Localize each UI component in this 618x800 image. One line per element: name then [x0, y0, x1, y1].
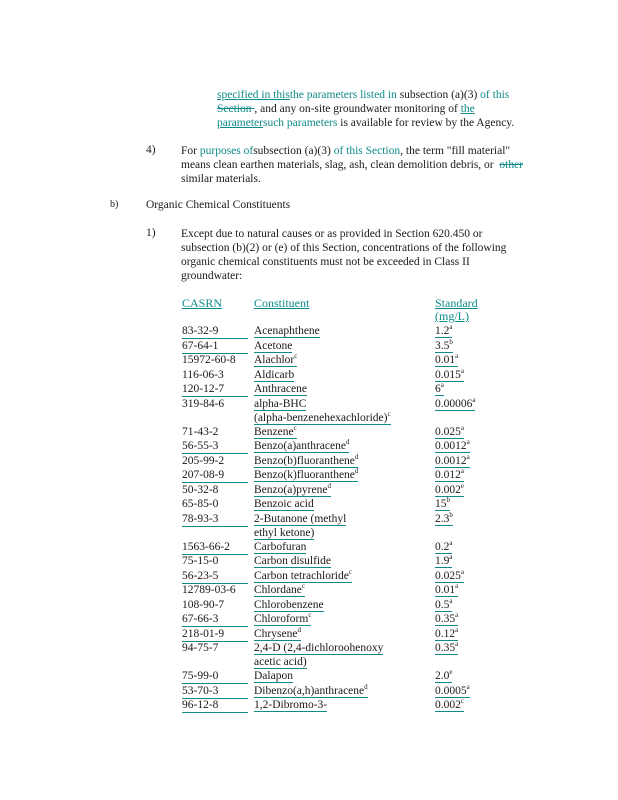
- standard-value-text: 0.0012$^a$: [435, 438, 470, 452]
- standard-value: [435, 382, 515, 396]
- constituent-name-text: Dibenzo(a,h)anthracene$^d$: [254, 682, 368, 697]
- section-heading: Organic Chemical Constituents: [146, 199, 291, 211]
- standard-value: [435, 669, 515, 683]
- body-text: , the term "fill material": [400, 145, 511, 157]
- standard-value-text: 15$^b$: [435, 496, 450, 510]
- standard-value: [435, 612, 515, 626]
- constituent-name-text: 2,4-D (2,4-dichloroohenoxy: [254, 642, 384, 654]
- constituent-name-text: Acenaphthene: [254, 325, 320, 337]
- constituent-name: [254, 368, 424, 382]
- cas-number: 15972-60-8: [182, 354, 236, 366]
- constituent-name: [254, 627, 424, 641]
- cas-number: 56-23-5: [182, 569, 248, 584]
- constituent-name: [254, 497, 424, 511]
- inserted-text: parameter: [217, 117, 263, 129]
- cas-number: 67-66-3: [182, 612, 248, 627]
- standard-value: [435, 569, 515, 583]
- cas-number: 71-43-2: [182, 425, 219, 438]
- body-text: organic chemical constituents must not be exceeded in Class II: [181, 256, 470, 268]
- table-row: [0, 684, 618, 698]
- constituent-name-text: Benzo(k)fluoranthene$^d$: [254, 467, 359, 481]
- footnote-marker: a: [455, 640, 459, 649]
- standard-value-text: 0.00006$^a$: [435, 395, 476, 410]
- constituent-name-continued: (alpha-benzenehexachloride)$^c$: [254, 409, 391, 424]
- table-row: [0, 510, 618, 539]
- constituent-name: [254, 583, 424, 597]
- constituent-name-text: Benzo(b)fluoranthene$^d$: [254, 452, 359, 467]
- body-text: similar materials.: [181, 173, 261, 185]
- inserted-text: the: [460, 103, 475, 115]
- constituent-name-text: Carbon disulfide: [254, 555, 331, 567]
- inserted-text: of this: [480, 89, 510, 101]
- standard-value-text: 0.0005$^a$: [435, 682, 470, 697]
- standard-value: [435, 497, 515, 511]
- cas-number: 83-32-9: [182, 324, 248, 339]
- table-row: [0, 598, 618, 612]
- constituent-name: [254, 569, 424, 583]
- constituent-name: [254, 439, 424, 453]
- footnote-marker: e: [449, 668, 453, 677]
- standard-value-text: 3.5$^b$: [435, 337, 453, 352]
- standard-value: [435, 439, 515, 453]
- footnote-marker: a: [440, 381, 444, 390]
- table-row: [0, 395, 618, 424]
- standard-value: [435, 425, 515, 439]
- standard-value-text: 0.015$^a$: [435, 366, 464, 381]
- cas-number: 96-12-8: [182, 698, 248, 713]
- cas-number: 56-55-3: [182, 439, 248, 454]
- item-number: 4): [146, 144, 156, 156]
- footnote-marker: a: [455, 582, 459, 591]
- standard-value-text: 6$^a$: [435, 381, 444, 395]
- constituent-name-text: Benzoic acid: [254, 498, 314, 510]
- item-1-paragraph: [181, 227, 551, 283]
- constituent-name: [254, 397, 424, 425]
- cas-number: 75-15-0: [182, 555, 219, 567]
- footnote-marker: d: [297, 625, 301, 634]
- table-row: [0, 439, 618, 453]
- footnote-marker: a: [449, 323, 453, 332]
- standard-value: [435, 641, 515, 655]
- table-row: [0, 669, 618, 683]
- constituent-name-text: Chloroform$^c$: [254, 611, 312, 625]
- constituent-name-text: Anthracene: [254, 383, 307, 395]
- constituent-name: [254, 598, 424, 612]
- table-row: [0, 540, 618, 554]
- standard-value-text: 0.12$^a$: [435, 625, 459, 640]
- body-text: subsection (a)(3): [396, 89, 481, 101]
- cas-number: 207-08-9: [182, 468, 248, 483]
- column-header-standard-unit: (mg/L): [435, 309, 469, 323]
- constituent-name-text: 1,2-Dibromo-3-: [254, 699, 328, 711]
- constituent-name-text: 2-Butanone (methyl: [254, 512, 347, 525]
- constituent-name: [254, 540, 424, 554]
- standard-value: [435, 397, 515, 411]
- constituent-name-text: Acetone: [254, 339, 293, 352]
- body-text: Except due to natural causes or as provided in Section 620.450 or: [181, 228, 483, 240]
- standard-value-text: 0.002e: [435, 481, 464, 496]
- body-text: subsection (b)(2) or (e) of this Section, concentrations of the following: [181, 242, 507, 254]
- constituent-name: [254, 641, 424, 669]
- standard-value: [435, 627, 515, 641]
- constituent-name-text: Aldicarb: [254, 368, 295, 381]
- standard-value-text: 0.5$^a$: [435, 596, 453, 611]
- table-row: [0, 353, 618, 367]
- footnote-marker: a: [466, 452, 470, 461]
- footnote-marker: a: [460, 423, 464, 432]
- standard-value: [435, 468, 515, 482]
- standard-value-text: 0.2$^a$: [435, 538, 453, 553]
- table-row: [0, 425, 618, 439]
- footnote-marker: c: [294, 352, 298, 361]
- table-row: [0, 483, 618, 497]
- footnote-marker: a: [449, 553, 453, 562]
- intro-paragraph: [217, 88, 547, 130]
- cas-number: 53-70-3: [182, 684, 248, 699]
- footnote-marker: e: [460, 481, 464, 490]
- constituent-name-text: Benzene$^c$: [254, 423, 297, 438]
- cas-number: 12789-03-6: [182, 584, 236, 596]
- constituent-name-continued: acetic acid): [254, 656, 307, 668]
- table-row: [0, 497, 618, 511]
- constituent-name-text: Carbon tetrachloride$^c$: [254, 567, 352, 582]
- constituent-name-text: Benzo(a)pyrene$^d$: [254, 481, 331, 496]
- constituent-name: [254, 425, 424, 439]
- standard-value: [435, 540, 515, 554]
- constituent-name-text: Chrysene$^d$: [254, 625, 301, 640]
- footnote-marker: d: [345, 438, 350, 447]
- footnote-marker: d: [327, 481, 331, 490]
- deleted-text: Section: [217, 103, 255, 115]
- table-row: [0, 368, 618, 382]
- body-text: For: [181, 145, 200, 157]
- standard-value: [435, 454, 515, 468]
- constituent-name: [254, 382, 424, 396]
- standard-value: [435, 598, 515, 612]
- cas-number: 1563-66-2: [182, 540, 248, 555]
- standard-value: [435, 483, 515, 497]
- footnote-marker: a: [449, 596, 453, 605]
- standard-value-text: 0.012$^a$: [435, 467, 464, 481]
- footnote-marker: a: [460, 567, 464, 576]
- footnote-marker: b: [449, 337, 453, 346]
- inserted-text: purposes of: [199, 145, 254, 157]
- constituent-name: [254, 324, 424, 338]
- table-row: [0, 554, 618, 568]
- constituent-name: [254, 454, 424, 468]
- constituent-name: [254, 353, 424, 367]
- footnote-marker: a: [455, 611, 459, 620]
- standard-value: [435, 583, 515, 597]
- constituent-name: [254, 669, 424, 683]
- footnote-marker: b: [449, 510, 453, 519]
- table-row: [0, 612, 618, 626]
- standard-value-text: 0.0012$^a$: [435, 452, 470, 467]
- cas-number: 94-75-7: [182, 642, 219, 654]
- item-number: 1): [146, 227, 156, 239]
- cas-number: 319-84-6: [182, 397, 225, 410]
- footnote-marker: a: [466, 438, 470, 447]
- section-number: b): [110, 199, 119, 210]
- table-row: [0, 640, 618, 668]
- standard-value-text: 1.9$^a$: [435, 553, 453, 567]
- standard-value-text: 2.3$^b$: [435, 510, 453, 525]
- standard-value: [435, 684, 515, 698]
- body-text: means clean earthen materials, slag, ash, clean demolition debris, or: [181, 159, 494, 171]
- footnote-marker: c: [460, 697, 464, 706]
- table-row: [0, 583, 618, 597]
- footnote-marker: a: [460, 366, 464, 375]
- inserted-text: of this Section: [333, 145, 401, 157]
- footnote-marker: a: [455, 625, 459, 634]
- column-header-casrn: CASRN: [182, 296, 223, 310]
- footnote-marker: c: [348, 567, 352, 576]
- cas-number: 78-93-3: [182, 512, 248, 527]
- table-row: [0, 627, 618, 641]
- constituent-name-continued: ethyl ketone): [254, 526, 315, 539]
- constituent-name: [254, 554, 424, 568]
- standard-value-text: 0.01$^a$: [435, 352, 459, 366]
- footnote-marker: a: [460, 467, 464, 476]
- standard-value: [435, 324, 515, 338]
- footnote-marker: a: [455, 352, 459, 361]
- constituent-name-text: Chlorobenzene: [254, 598, 324, 611]
- standard-value: [435, 368, 515, 382]
- footnote-marker: d: [354, 467, 359, 476]
- table-row: [0, 698, 618, 712]
- footnote-marker: c: [293, 423, 297, 432]
- cas-number: 218-01-9: [182, 627, 248, 642]
- footnote-marker: a: [466, 682, 470, 691]
- constituent-name: [254, 512, 424, 540]
- standard-value-text: 0.35$^a$: [435, 640, 459, 654]
- cas-number: 205-99-2: [182, 454, 225, 467]
- table-row: [0, 324, 618, 338]
- table-row: [0, 382, 618, 396]
- table-row: [0, 339, 618, 353]
- table-row: [0, 454, 618, 468]
- footnote-marker: d: [364, 682, 368, 691]
- constituent-name-text: Benzo(a)anthracene$^d$: [254, 438, 350, 452]
- cas-number: 75-99-0: [182, 669, 248, 684]
- inserted-text: specified in this: [217, 89, 290, 101]
- constituent-name: [254, 612, 424, 626]
- constituent-name: [254, 698, 424, 712]
- body-text: , and any on-site groundwater monitoring of: [254, 103, 461, 115]
- standard-value-text: 0.35$^a$: [435, 611, 459, 625]
- standard-value-text: 0.025$^a$: [435, 423, 464, 438]
- constituent-name-text: Carbofuran: [254, 540, 307, 553]
- footnote-marker: a: [472, 395, 476, 404]
- footnote-marker: c: [387, 409, 391, 418]
- body-text: subsection (a)(3): [253, 145, 334, 157]
- constituent-name: [254, 483, 424, 497]
- inserted-text: such parameters: [262, 117, 338, 129]
- cas-number: 120-12-7: [182, 382, 248, 397]
- body-text: groundwater:: [181, 270, 243, 282]
- standard-value-text: 0.002$^c$: [435, 697, 464, 711]
- standard-value: [435, 698, 515, 712]
- cas-number: 65-85-0: [182, 498, 219, 510]
- standard-value-text: 1.2$^a$: [435, 323, 453, 337]
- deleted-text: other: [499, 159, 524, 171]
- column-header-constituent: Constituent: [254, 296, 310, 310]
- constituent-name: [254, 684, 424, 698]
- constituent-name-text: alpha-BHC: [254, 397, 307, 410]
- constituent-name-text: Alachlor$^c$: [254, 352, 298, 366]
- constituent-name-text: Chlordane$^c$: [254, 582, 306, 596]
- cas-number: 108-90-7: [182, 598, 225, 611]
- standard-value: [435, 554, 515, 568]
- column-header-standard: Standard: [435, 296, 478, 310]
- standard-value: [435, 353, 515, 367]
- cas-number: 116-06-3: [182, 368, 224, 381]
- constituent-name-text: Dalapon: [254, 670, 293, 682]
- standard-value: [435, 512, 515, 526]
- standard-value-text: 0.01$^a$: [435, 582, 459, 596]
- standard-value: [435, 339, 515, 353]
- standard-value-text: 0.025$^a$: [435, 567, 464, 582]
- footnote-marker: a: [449, 538, 453, 547]
- constituent-name: [254, 339, 424, 353]
- inserted-text: the parameters listed in: [289, 89, 397, 101]
- footnote-marker: c: [308, 611, 312, 620]
- cas-number: 67-64-1: [182, 339, 248, 354]
- footnote-marker: c: [301, 582, 306, 591]
- standard-value-text: 2.0e: [435, 668, 453, 682]
- table-row: [0, 468, 618, 482]
- footnote-marker: d: [354, 452, 359, 461]
- table-row: [0, 569, 618, 583]
- footnote-marker: b: [446, 496, 450, 505]
- body-text: is available for review by the Agency.: [337, 117, 515, 129]
- constituent-name: [254, 468, 424, 482]
- item-4-paragraph: [181, 144, 551, 186]
- cas-number: 50-32-8: [182, 483, 219, 496]
